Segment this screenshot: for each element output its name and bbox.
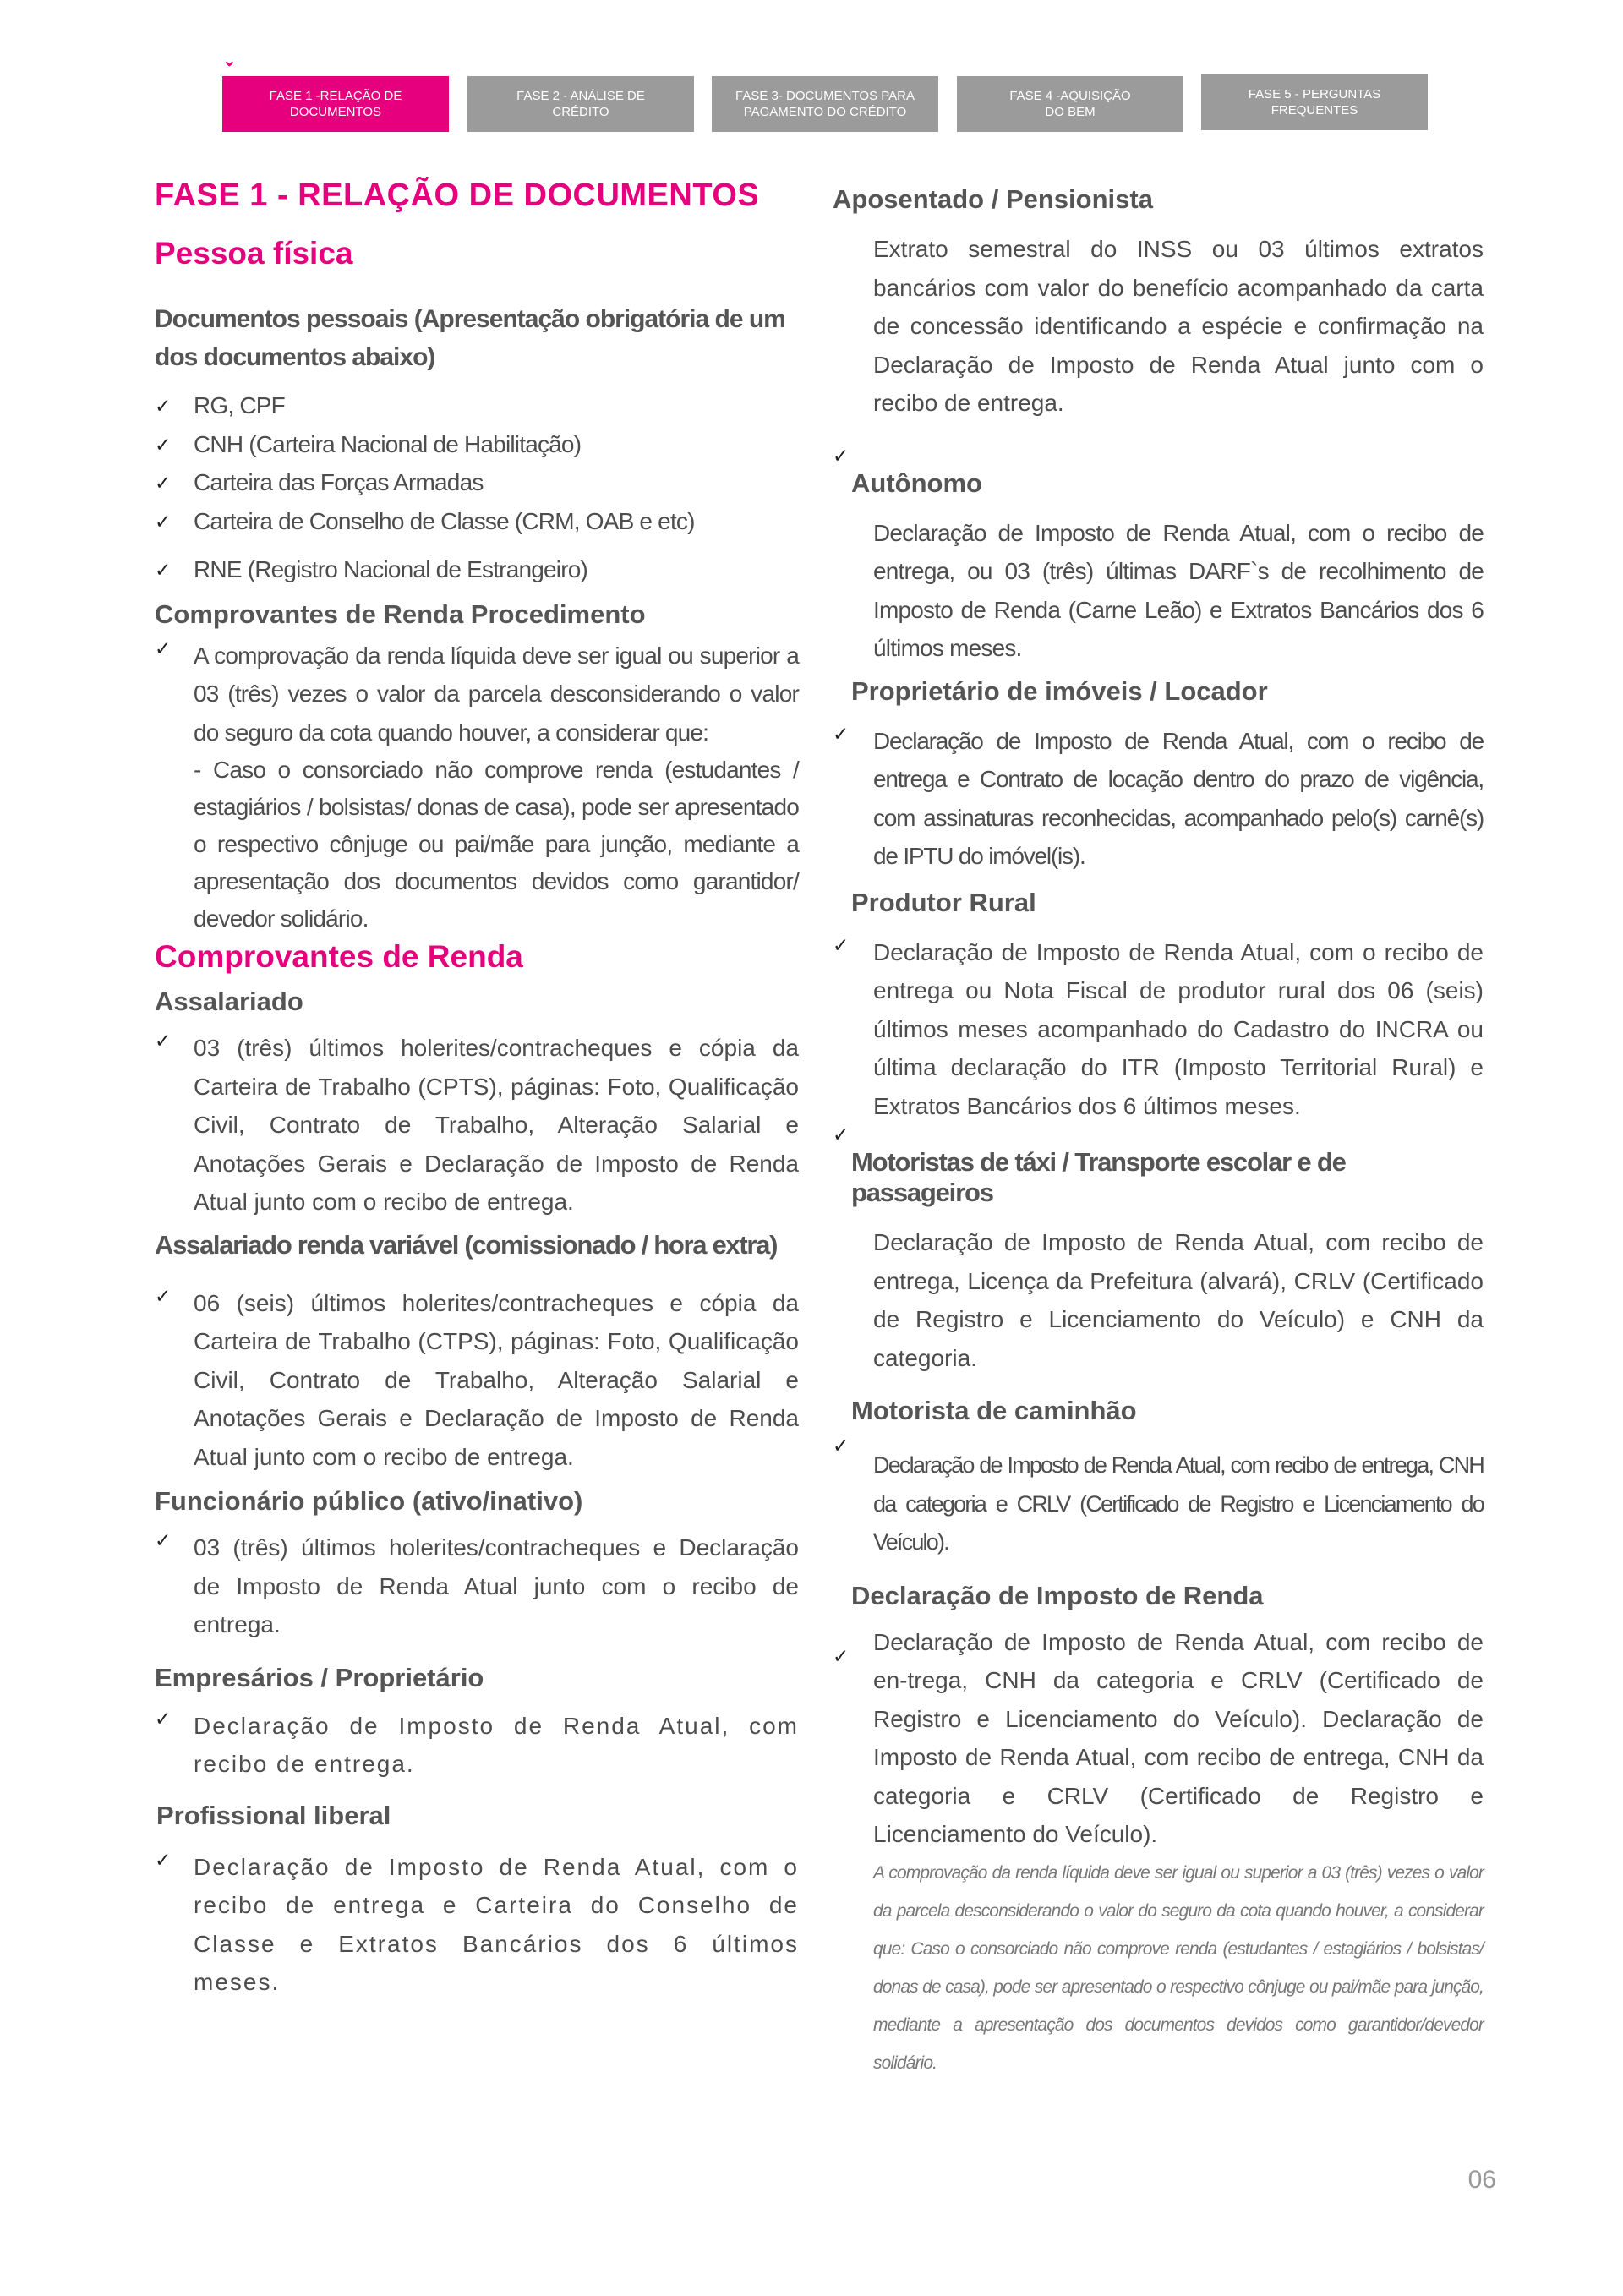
profissional-liberal-item [155, 1848, 799, 2002]
procedimento-text-2: - Caso o consorciado não comprove renda (estudantes / estagiários / bolsistas/ donas de casa), pode ser apresentado o respectivo cônjuge ou pai/mãe para junção, mediante a apresentação dos documentos devidos como garantidor/ devedor solidário. [194, 757, 799, 932]
assalariado-item [155, 1029, 799, 1222]
page-title: FASE 1 - RELAÇÃO DE DOCUMENTOS [155, 178, 760, 213]
check-icon: ✓ [155, 395, 171, 417]
list-item: ✓ RG, CPF [155, 386, 799, 425]
comprovantes-renda-heading: Comprovantes de Renda [155, 939, 523, 974]
check-icon: ✓ [155, 510, 171, 533]
produtor-rural-heading: Produtor Rural [851, 887, 1036, 917]
check-icon: ✓ [155, 559, 171, 581]
taxi-section [833, 1123, 1484, 1208]
renda-note: A comprovação da renda líquida deve ser igual ou superior a 03 (três) vezes o valor da parcela desconsiderando o valor do seguro da cota quando houver, a considerar que: Caso o consorciado não comprove renda (estudantes / estagiários / bolsistas/ donas de casa), pode ser apresentado o respectivo cônjuge ou pai/mãe para junção, mediante a apresentação dos documentos devidos como garantidor/devedor solidário. [873, 1862, 1484, 2073]
check-icon: ✓ [833, 1644, 850, 1667]
left-column [155, 178, 799, 2002]
renda-variavel-item [155, 1284, 799, 1477]
check-icon: ✓ [155, 1848, 172, 1871]
empresarios-item [155, 1707, 799, 1784]
procedimento-heading: Comprovantes de Renda Procedimento [155, 599, 646, 629]
taxi-heading: Motoristas de táxi / Transporte escolar e de passageiros [851, 1147, 1346, 1207]
check-icon: ✓ [155, 1030, 172, 1052]
right-column [833, 184, 1484, 2082]
produtor-rural-item [833, 933, 1484, 1126]
declaracao-heading: Declaração de Imposto de Renda [851, 1580, 1264, 1610]
check-icon: ✓ [155, 1284, 172, 1307]
documentos-list [155, 386, 799, 589]
autonomo-item [833, 514, 1484, 668]
tab-fase-3[interactable]: FASE 3- DOCUMENTOS PARA PAGAMENTO DO CRÉDITO [712, 76, 938, 132]
tab-fase-4[interactable]: FASE 4 -AQUISIÇÃO DO BEM [957, 76, 1183, 132]
funcionario-publico-heading: Funcionário público (ativo/inativo) [155, 1486, 583, 1516]
locador-text: Declaração de Imposto de Renda Atual, com o recibo de entrega e Contrato de locação dentro do prazo de vigência, com assinaturas reconhecidas, acompanhado pelo(s) carnê(s) de IPTU do imóvel(is). [873, 727, 1484, 869]
active-tab-indicator-icon: ⌄ [222, 52, 237, 70]
check-icon: ✓ [833, 444, 850, 467]
produtor-rural-text: Declaração de Imposto de Renda Atual, com o recibo de entrega ou Nota Fiscal de produtor rural dos 06 (seis) últimos meses acompanhado do Cadastro do INCRA ou última declaração do ITR (Imposto Territorial Rural) e Extratos Bancários dos 6 últimos meses. [873, 938, 1484, 1119]
check-icon: ✓ [833, 1435, 850, 1457]
list-item: ✓ Carteira das Forças Armadas [155, 463, 799, 502]
autonomo-text: Declaração de Imposto de Renda Atual, com o recibo de entrega, ou 03 (três) últimas DARF`s de recolhimento de Imposto de Renda (Carne Leão) e Extratos Bancários dos 6 últimos meses. [873, 519, 1484, 661]
autonomo-section [833, 444, 1484, 499]
list-item: ✓ RNE (Registro Nacional de Estrangeiro) [155, 550, 799, 589]
profissional-liberal-heading: Profissional liberal [156, 1800, 391, 1830]
check-icon: ✓ [155, 472, 171, 494]
list-item: ✓ Carteira de Conselho de Classe (CRM, OAB e etc) [155, 502, 799, 541]
procedimento-item [155, 637, 799, 938]
taxi-item [833, 1223, 1484, 1377]
declaracao-item [833, 1623, 1484, 2082]
taxi-text: Declaração de Imposto de Renda Atual, com recibo de entrega, Licença da Prefeitura (alvará), CRLV (Certificado de Registro e Licenciamento do Veículo) e CNH da categoria. [873, 1229, 1484, 1371]
funcionario-publico-text: 03 (três) últimos holerites/contracheques e Declaração de Imposto de Renda Atual junto com o recibo de entrega. [194, 1534, 799, 1637]
check-icon: ✓ [833, 722, 850, 745]
check-icon: ✓ [155, 433, 171, 456]
caminhao-heading: Motorista de caminhão [851, 1396, 1137, 1425]
check-icon: ✓ [833, 1123, 850, 1145]
assalariado-text: 03 (três) últimos holerites/contracheques e cópia da Carteira de Trabalho (CPTS), páginas: Foto, Qualificação Civil, Contrato de Trabalho, Alteração Salarial e Anotações Gerais e Declaração de Imposto de Renda Atual junto com o recibo de entrega. [194, 1035, 799, 1215]
tab-fase-2[interactable]: FASE 2 - ANÁLISE DE CRÉDITO [467, 76, 694, 132]
check-icon: ✓ [155, 637, 172, 659]
tab-fase-5[interactable]: FASE 5 - PERGUNTAS FREQUENTES [1201, 74, 1428, 130]
pessoa-fisica-heading: Pessoa física [155, 236, 353, 271]
aposentado-text: Extrato semestral do INSS ou 03 últimos extratos bancários com valor do benefício acompanhado da carta de concessão identificando a espécie e confirmação na Declaração de Imposto de Renda Atual junto com o recibo de entrega. [873, 236, 1484, 416]
caminhao-item [833, 1435, 1484, 1562]
list-item: ✓ CNH (Carteira Nacional de Habilitação) [155, 425, 799, 464]
aposentado-item [833, 230, 1484, 423]
procedimento-text: A comprovação da renda líquida deve ser igual ou superior a 03 (três) vezes o valor da parcela desconsiderando o valor do seguro da cota quando houver, a considerar que: [194, 642, 799, 746]
locador-heading: Proprietário de imóveis / Locador [851, 675, 1268, 706]
page-number: 06 [1467, 2166, 1496, 2194]
profissional-liberal-text: Declaração de Imposto de Renda Atual, com o recibo de entrega e Carteira do Conselho de Classe e Extratos Bancários dos 6 últimos meses. [194, 1853, 799, 1995]
empresarios-text: Declaração de Imposto de Renda Atual, com recibo de entrega. [194, 1712, 799, 1777]
autonomo-heading: Autônomo [851, 467, 982, 498]
locador-item [833, 722, 1484, 876]
renda-variavel-heading: Assalariado renda variável (comissionado / hora extra) [155, 1229, 778, 1260]
check-icon: ✓ [833, 933, 850, 956]
documentos-pessoais-heading: Documentos pessoais (Apresentação obrigatória de um dos documentos abaixo) [155, 305, 785, 371]
funcionario-publico-item [155, 1528, 799, 1644]
check-icon: ✓ [155, 1707, 172, 1730]
tab-fase-1[interactable]: FASE 1 -RELAÇÃO DE DOCUMENTOS [222, 76, 449, 132]
aposentado-heading: Aposentado / Pensionista [833, 184, 1153, 214]
caminhao-text: Declaração de Imposto de Renda Atual, com recibo de entrega, CNH da categoria e CRLV (Certificado de Registro e Licenciamento do Veículo). [873, 1452, 1484, 1555]
declaracao-text: Declaração de Imposto de Renda Atual, com recibo de en-trega, CNH da categoria e CRLV (Certificado de Registro e Licenciamento do Veículo). Declaração de Imposto de Renda Atual, com recibo de entrega, CNH da categoria e CRLV (Certificado de Registro e Licenciamento do Veículo). [873, 1628, 1484, 1847]
renda-variavel-text: 06 (seis) últimos holerites/contracheques e cópia da Carteira de Trabalho (CTPS), páginas: Foto, Qualificação Civil, Contrato de Trabalho, Alteração Salarial e Anotações Gerais e Declaração de Imposto de Renda Atual junto com o recibo de entrega. [194, 1289, 799, 1470]
assalariado-heading: Assalariado [155, 987, 303, 1016]
empresarios-heading: Empresários / Proprietário [155, 1662, 484, 1692]
check-icon: ✓ [155, 1529, 172, 1551]
